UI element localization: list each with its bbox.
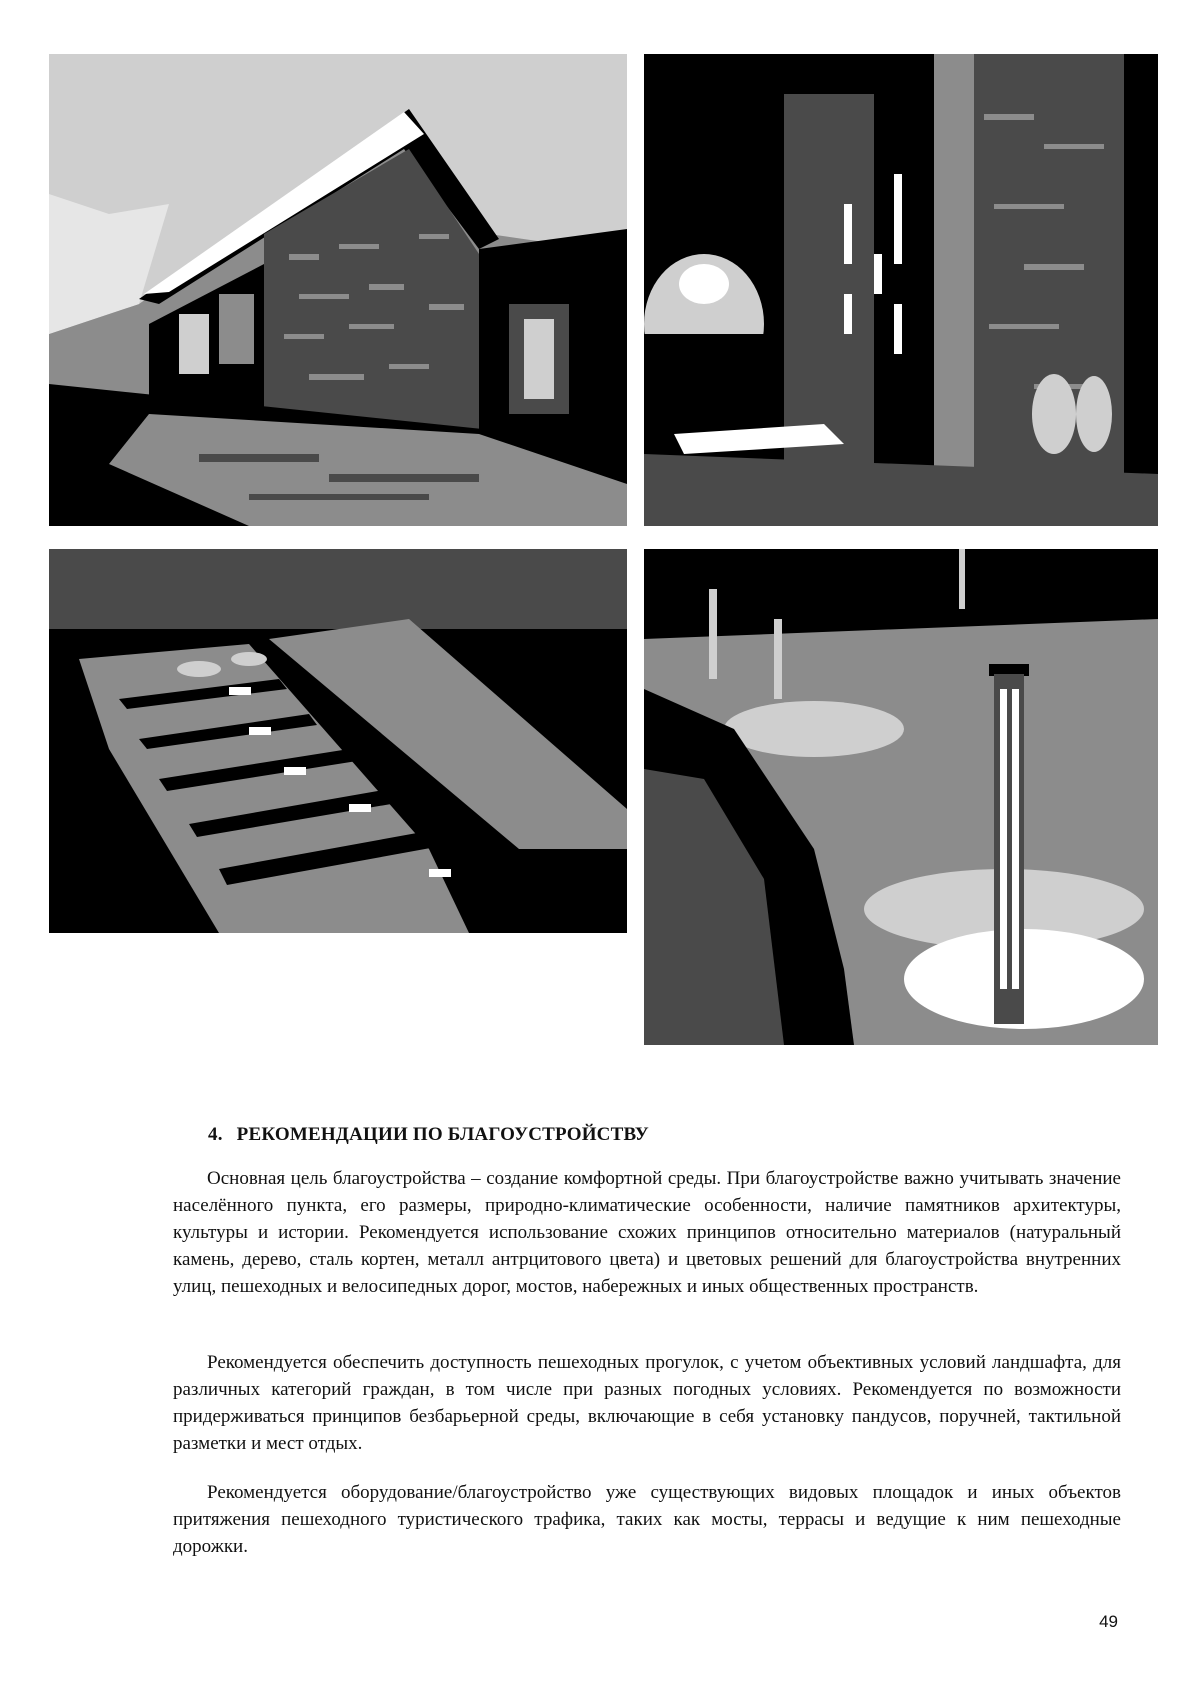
page-number: 49 <box>1099 1612 1118 1631</box>
section-number: 4. <box>208 1124 223 1145</box>
photo-night-facade <box>644 54 1158 526</box>
paragraph: Основная цель благоустройства – создание комфортной среды. При благоустройстве важно учитывать значение населённого пункта, его размеры, природно-климатические особенности, наличие памятников архитектуры, культуры и истории. Рекомендуется использование схожих принципов относительно материалов (натуральный камень, дерево, сталь кортен, металл антрцитового цвета) и цветовых решений для благоустройства внутренних улиц, пешеходных и велосипедных дорог, мостов, набережных и иных общественных пространств. <box>173 1168 1121 1297</box>
paragraph: Рекомендуется обеспечить доступность пешеходных прогулок, с учетом объективных условий ландшафта, для различных категорий граждан, в том числе при разных погодных условиях. Рекомендуется по возможности придерживаться принципов безбарьерной среды, включающие в себя установку пандусов, поручней, тактильной разметки и мест отдых. <box>173 1352 1121 1454</box>
photo-path-lights <box>49 549 627 933</box>
photo-house-exterior <box>49 54 627 526</box>
section-title: РЕКОМЕНДАЦИИ ПО БЛАГОУСТРОЙСТВУ <box>236 1124 649 1145</box>
photo-bollard-lights <box>644 549 1158 1045</box>
paragraph: Рекомендуется оборудование/благоустройство уже существующих видовых площадок и иных объектов притяжения пешеходного туристического трафика, таких как мосты, террасы и ведущие к ним пешеходные дорожки. <box>173 1482 1121 1557</box>
section-heading <box>208 1124 649 1146</box>
